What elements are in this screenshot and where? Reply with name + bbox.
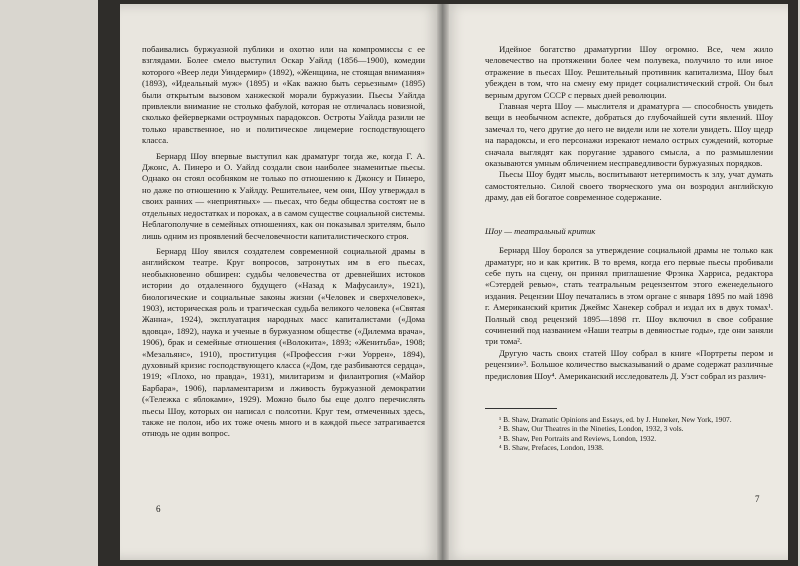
paragraph: Бернард Шоу явился создателем современной социальной драмы в английском театре. Круг вопросов, затронутых им в его пьесах, необыкновенно обширен: судьбы человечества от древнейших истоков истории до отдаленного будущего («Назад к Мафусаилу», 1921), биологические и социальные законы жизни («Человек и сверхчеловек», 1903), историческая роль и трагическая судьба великого человека («Святая Жанна», 1924), эксплуатация народных масс капиталистами («Дома вдовца», 1892), наука и ученые в буржуазном обществе («Дилемма врача», 1906), брак и семейные отношения («Волокита», 1893; «Женитьба», 1908; «Мезальянс», 1910), проституция («Профессия г-жи Уоррен», 1894), духовный кризис господствующего класса («Дом, где разбиваются сердца», 1919; «Плохо, но правда», 1931), милитаризм и филантропия («Майор Барбара», 1906), парламентаризм и лживость буржуазной демократии («Тележка с яблоками», 1929). Можно было бы еще долго перечислять пьесы Шоу, которых он написал с полсотни. Круг тем, отмеченных здесь, также не полон, ибо их тоже очень много и в каждой пьесе затрагивается отнюдь не один вопрос.	[142, 245, 425, 439]
right-page	[443, 4, 788, 560]
left-page-text	[142, 44, 425, 440]
footnote: ⁴ B. Shaw, Prefaces, London, 1938.	[499, 443, 604, 453]
paragraph: Другую часть своих статей Шоу собрал в книге «Портреты пером и рецензии»³. Большое количество высказываний о драме содержат различные предисловия Шоу⁴. Американский исследователь Д. Уэст собрал из различ-	[485, 347, 773, 381]
paragraph: Главная черта Шоу — мыслителя и драматурга — способность увидеть вещи в необычном аспекте, добраться до глубочайшей сути явлений. Шоу замечал то, чего другие до него не видели или не хотели увидеть. Шоу щедр на парадоксы, и его персонажи изрекают немало острых суждений, которые сначала выглядят как поругание здравого смысла, а по размышлении оказываются умным обличением несправедливости буржуазных порядков.	[485, 101, 773, 169]
page-number: 7	[755, 494, 760, 504]
book-gutter	[437, 4, 449, 560]
footnote: ² B. Shaw, Our Theatres in the Nineties, London, 1932, 3 vols.	[499, 424, 684, 434]
footnote: ¹ B. Shaw, Dramatic Opinions and Essays, ed. by J. Huneker, New York, 1907.	[499, 414, 732, 424]
footnote: ³ B. Shaw, Pen Portraits and Reviews, London, 1932.	[499, 433, 657, 443]
right-page-text	[485, 44, 773, 453]
footnote-divider	[485, 408, 557, 409]
page-number: 6	[156, 504, 161, 514]
left-page	[120, 4, 443, 560]
paragraph: побаивались буржуазной публики и охотно или на компромиссы с ее взглядами. Более смело выступил Оскар Уайлд (1856—1900), комедии которого «Веер леди Уиндермир» (1892), «Женщина, не стоящая внимания» (1893), «Идеальный муж» (1895) и «Как важно быть серьезным» (1895) были открытым вызовом ханжеской морали буржуазии. Пьесы Уайлда привлекли внимание не столько фабулой, которая не отличалась новизной, сколько фейерверками остроумных парадоксов. Остроты Уайлда разили не только нравственное, но и политическое лицемерие господствующего класса.	[142, 44, 425, 146]
section-heading: Шоу — театральный критик	[485, 225, 596, 236]
paragraph: Бернард Шоу впервые выступил как драматург тогда же, когда Г. А. Джонс, А. Пинеро и О. Уайлд создали свои наиболее знаменитые пьесы. Однако он стоял особняком не только по отношению к Джонсу и Пинеро, но даже по отношению к Уайлду. Решительнее, чем они, Шоу утверждал в своих ранних — «неприятных» — пьесах, что беды общества состоят не в отдельных недостатках и пороках, а в самом существе социальной системы. Неблагополучие в семейных отношениях, как он показывал зрителям, было лишь одним из проявлений бесчеловечности капиталистического строя.	[142, 150, 425, 241]
paragraph: Пьесы Шоу будят мысль, воспитывают нетерпимость к злу, учат думать самостоятельно. Силой своего творческого ума он возродил английскую драму, дав ей богатое современное содержание.	[485, 169, 773, 203]
paragraph: Бернард Шоу боролся за утверждение социальной драмы не только как драматург, но и как критик. В то время, когда его первые пьесы пробивали себе путь на сцену, он принял приглашение Фрэнка Харриса, редактора «Сэтердей ревью», стать театральным рецензентом этого еженедельного издания. Рецензии Шоу печатались в этом органе с января 1895 по май 1898 г. Американский критик Джеймс Ханекер собрал и издал их в двух томах¹. Полный свод рецензий 1895—1898 гг. Шоу включил в свое собрание сочинений под названием «Наши театры в девяностые годы», где они заняли три тома².	[485, 245, 773, 347]
paragraph: Идейное богатство драматургии Шоу огромно. Все, чем жило человечество на протяжении более чем полувека, получило то или иное отражение в пьесах Шоу. Решительный противник капитализма, Шоу был убежден в том, что на смену ему придет социалистический строй. Он был верным другом СССР с первых дней революции.	[485, 44, 773, 100]
